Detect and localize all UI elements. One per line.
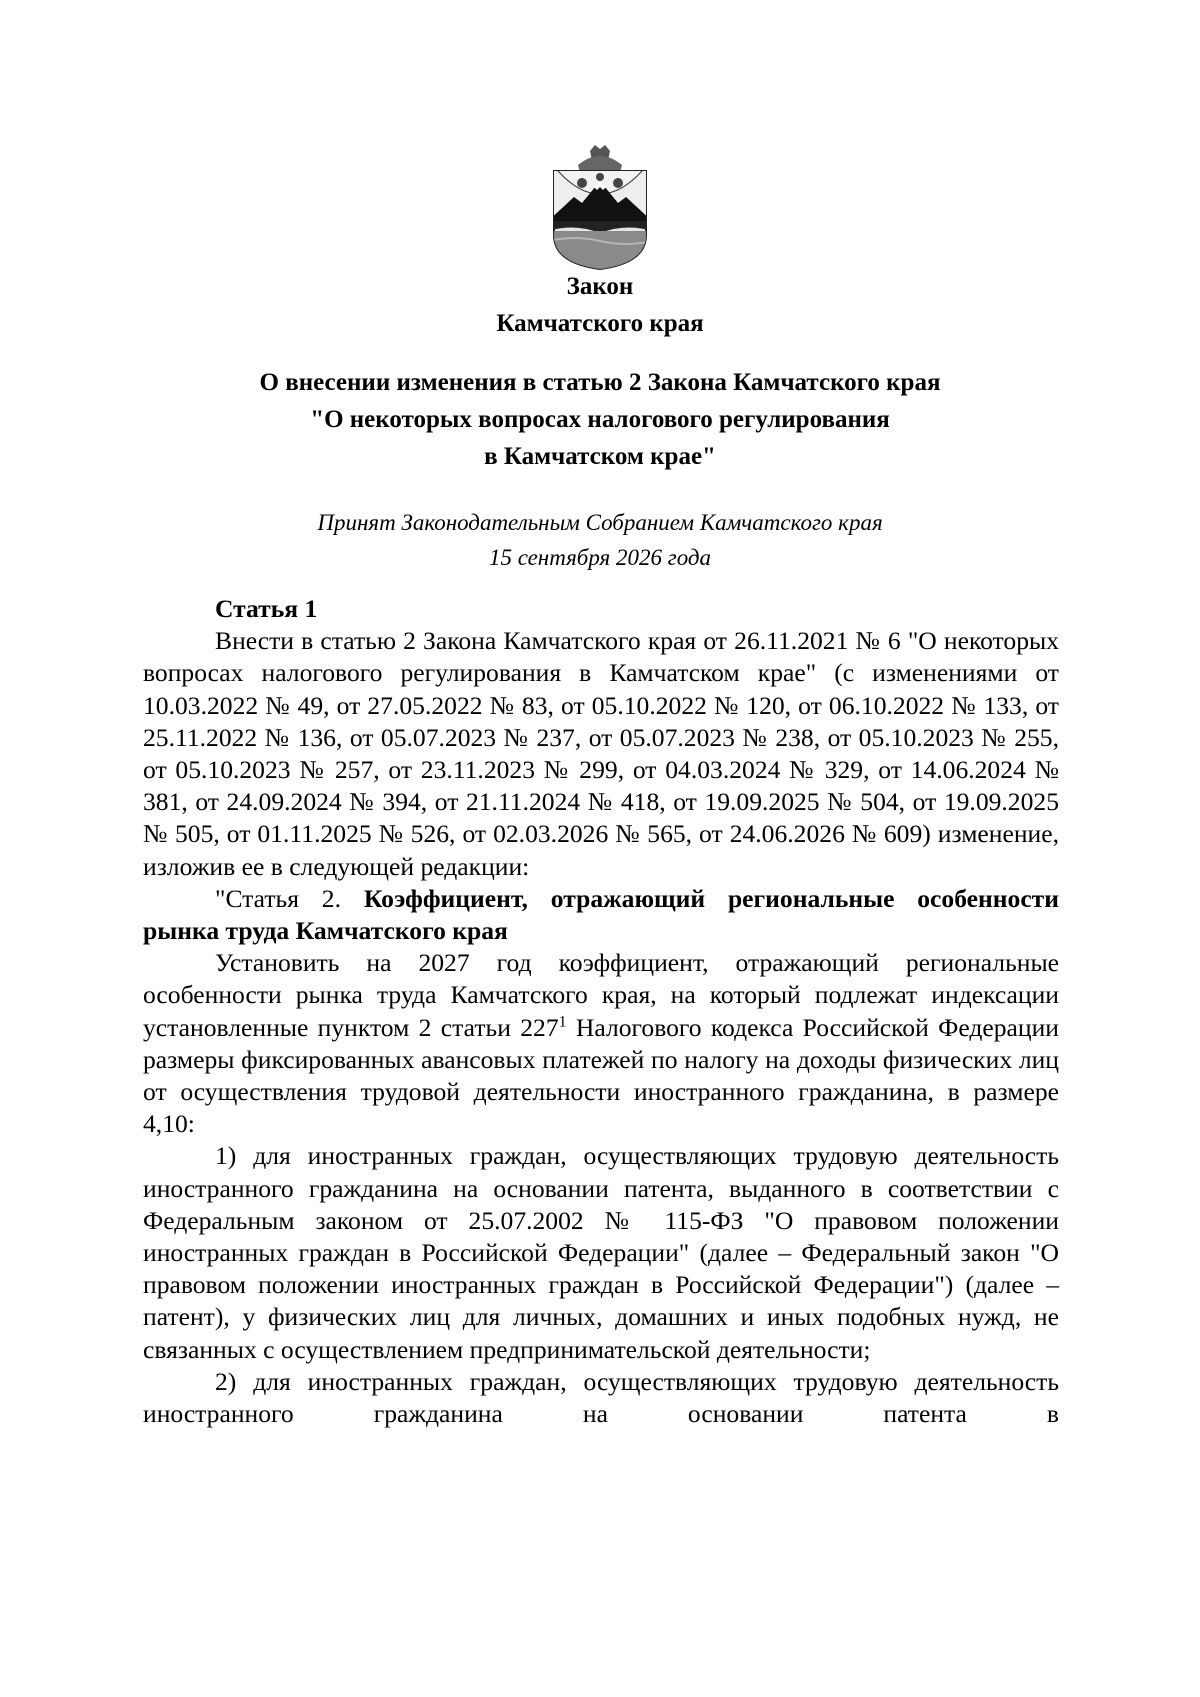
document-body xyxy=(143,593,1059,1430)
article-number-superscript: 1 xyxy=(558,1013,567,1031)
adoption-note xyxy=(0,505,1200,575)
law-subject-line2: "О некоторых вопросах налогового регулирования xyxy=(310,406,890,433)
law-title xyxy=(0,268,1200,342)
quoted-article-prefix: "Статья 2. xyxy=(215,883,364,913)
article-heading: Статья 1 xyxy=(215,594,318,623)
article-intro-paragraph: Внести в статью 2 Закона Камчатского края от 26.11.2021 № 6 "О некоторых вопросах налогового регулирования в Камчатском крае" (с изменениями от 10.03.2022 № 49, от 27.05.2022 № 83, от 05.10.2022 № 120, от 06.10.2022 № 133, от 25.11.2022 № 136, от 05.07.2023 № 237, от 05.07.2023 № 238, от 05.10.2023 № 255, от 05.10.2023 № 257, от 23.11.2023 № 299, от 04.03.2024 № 329, от 14.06.2024 № 381, от 24.09.2024 № 394, от 21.11.2024 № 418, от 19.09.2025 № 504, от 19.09.2025 № 505, от 01.11.2025 № 526, от 02.03.2026 № 565, от 24.06.2026 № 609) изменение, изложив ее в следующей редакции: xyxy=(143,626,1059,881)
list-item-1: 1) для иностранных граждан, осуществляющих трудовую деятельность иностранного гражданина на основании патента, выданного в соответствии с Федеральным законом от 25.07.2002 № 115-ФЗ "О правовом положении иностранных граждан в Российской Федерации" (далее – Федеральный закон "О правовом положении иностранных граждан в Российской Федерации") (далее – патент), у физических лиц для личных, домашних и иных подобных нужд, не связанных с осуществлением предпринимательской деятельности; xyxy=(143,1141,1059,1364)
list-item-2: 2) для иностранных граждан, осуществляющих трудовую деятельность иностранного гражданина на основании патента в xyxy=(143,1366,1059,1429)
adoption-note-line1: Принят Законодательным Собранием Камчатского края xyxy=(317,510,883,535)
law-subject-line1: О внесении изменения в статью 2 Закона Камчатского края xyxy=(259,369,941,396)
coefficient-paragraph-text-continued: Налогового кодекса Российской Федерации размеры фиксированных авансовых платежей по налогу на доходы физических лиц от осуществления трудовой деятельности иностранного гражданина, в размере 4,10: xyxy=(143,1012,1059,1139)
adoption-date: 15 сентября 2026 года xyxy=(488,545,712,570)
quoted-article-title-text: Коэффициент, отражающий региональные особенности рынка труда Камчатского края xyxy=(143,883,1059,946)
law-title-line1: Закон xyxy=(566,273,634,300)
coefficient-paragraph-text: Установить на 2027 год коэффициент, отражающий региональные особенности рынка труда Камчатского края, на который подлежат индексации установленные пунктом 2 статьи 227 xyxy=(143,948,1059,1042)
kamchatka-coat-of-arms-emblem xyxy=(548,143,652,271)
law-subject xyxy=(0,364,1200,475)
law-title-line2: Камчатского края xyxy=(496,310,704,337)
coefficient-paragraph xyxy=(143,947,1059,1140)
law-subject-line3: в Камчатском крае" xyxy=(484,443,716,470)
quoted-article-title xyxy=(143,883,1059,947)
